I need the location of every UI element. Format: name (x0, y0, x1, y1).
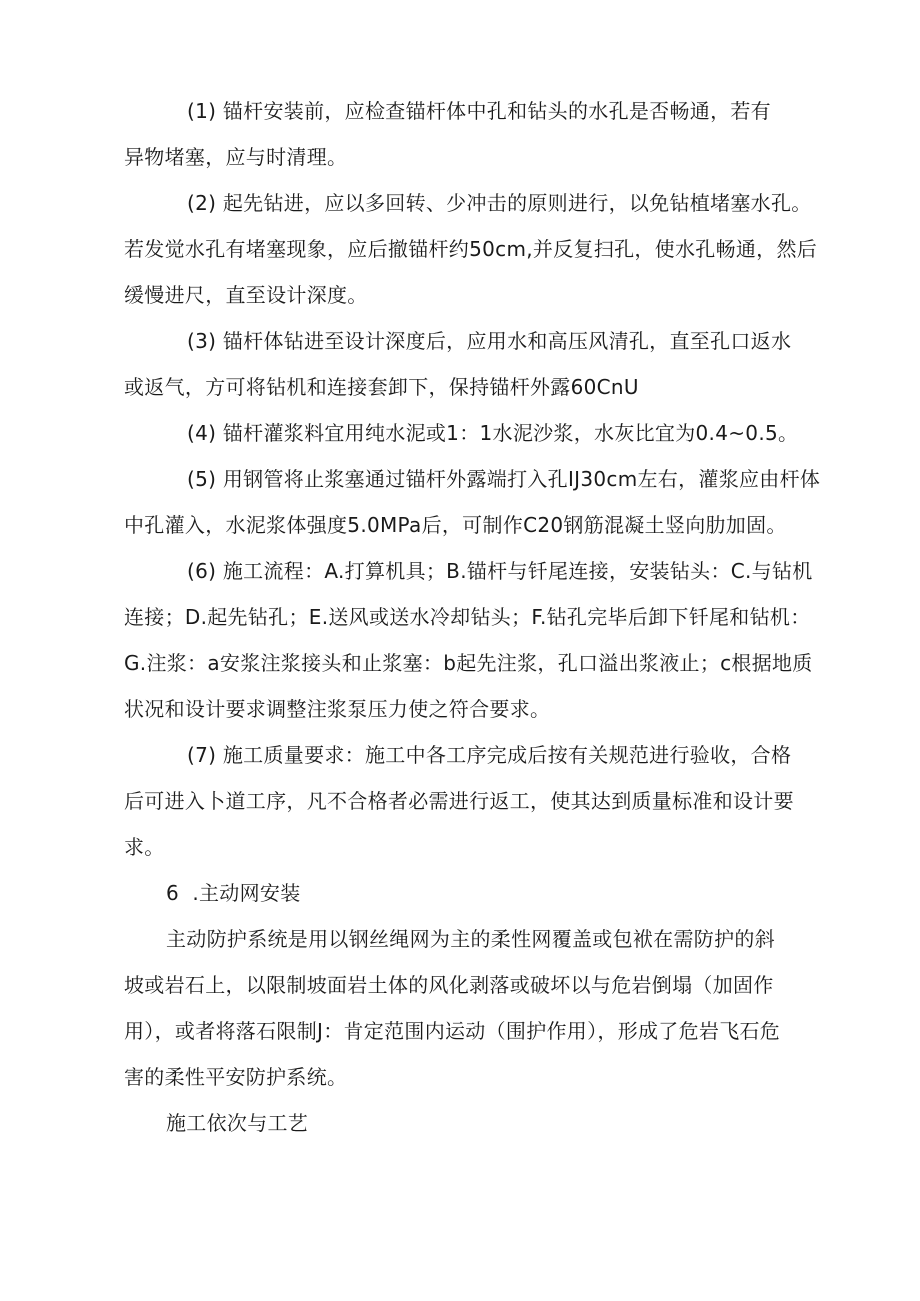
para-3-line-2: 或返气，方可将钻机和连接套卸下，保持锚杆外露60CnU (124, 375, 639, 399)
para-6-line-2: 连接；D.起先钻孔；E.送风或送水冷却钻头；F.钻孔完毕后卸下钎尾和钻机： (124, 605, 811, 629)
para-2-line-1: (2) 起先钻进，应以多回转、少冲击的原则进行，以免钻植堵塞水孔。 (187, 191, 812, 215)
para-1-line-2: 异物堵塞，应与时清理。 (124, 145, 348, 169)
para-8-line-2: 坡或岩石上，以限制坡面岩土体的风化剥落或破坏以与危岩倒塌（加固作 (124, 973, 774, 997)
para-8-line-3: 用），或者将落石限制J：肯定范围内运动（围护作用），形成了危岩飞石危 (124, 1019, 781, 1043)
para-8-line-1: 主动防护系统是用以钢丝绳网为主的柔性网覆盖或包袱在需防护的斜 (166, 927, 775, 951)
para-7-line-3: 求。 (124, 835, 165, 859)
para-7-line-2: 后可进入卜道工序，凡不合格者必需进行返工，使其达到质量标准和设计要 (124, 789, 794, 813)
para-7-line-1: (7) 施工质量要求：施工中各工序完成后按有关规范进行验收，合格 (187, 743, 792, 767)
subheading: 施工依次与工艺 (166, 1111, 309, 1135)
para-5-line-2: 中孔灌入，水泥浆体强度5.0MPa后，可制作C20钢筋混凝土竖向肋加固。 (124, 513, 787, 537)
para-3-line-1: (3) 锚杆体钻进至设计深度后，应用水和高压风清孔，直至孔口返水 (187, 329, 792, 353)
para-2-line-3: 缓慢进尺，直至设计深度。 (124, 283, 368, 307)
para-6-line-1: (6) 施工流程：A.打算机具；B.锚杆与钎尾连接，安装钻头：C.与钻机 (187, 559, 813, 583)
para-1-line-1: (1) 锚杆安装前，应检查锚杆体中孔和钻头的水孔是否畅通，若有 (187, 99, 771, 123)
para-4-line-1: (4) 锚杆灌浆料宜用纯水泥或1：1水泥沙浆，水灰比宜为0.4~0.5。 (187, 421, 799, 445)
para-6-line-4: 状况和设计要求调整注浆泵压力使之符合要求。 (124, 697, 551, 721)
para-6-line-3: G.注浆：a安浆注浆接头和止浆塞：b起先注浆，孔口溢出浆液止；c根据地质 (124, 651, 813, 675)
section-heading: 6 .主动网安装 (166, 881, 301, 905)
para-5-line-1: (5) 用钢管将止浆塞通过锚杆外露端打入孔IJ30cm左右，灌浆应由杆体 (187, 467, 821, 491)
para-8-line-4: 害的柔性平安防护系统。 (124, 1065, 348, 1089)
para-2-line-2: 若发觉水孔有堵塞现象，应后撤锚杆约50cm,并反复扫孔，使水孔畅通，然后 (124, 237, 818, 261)
